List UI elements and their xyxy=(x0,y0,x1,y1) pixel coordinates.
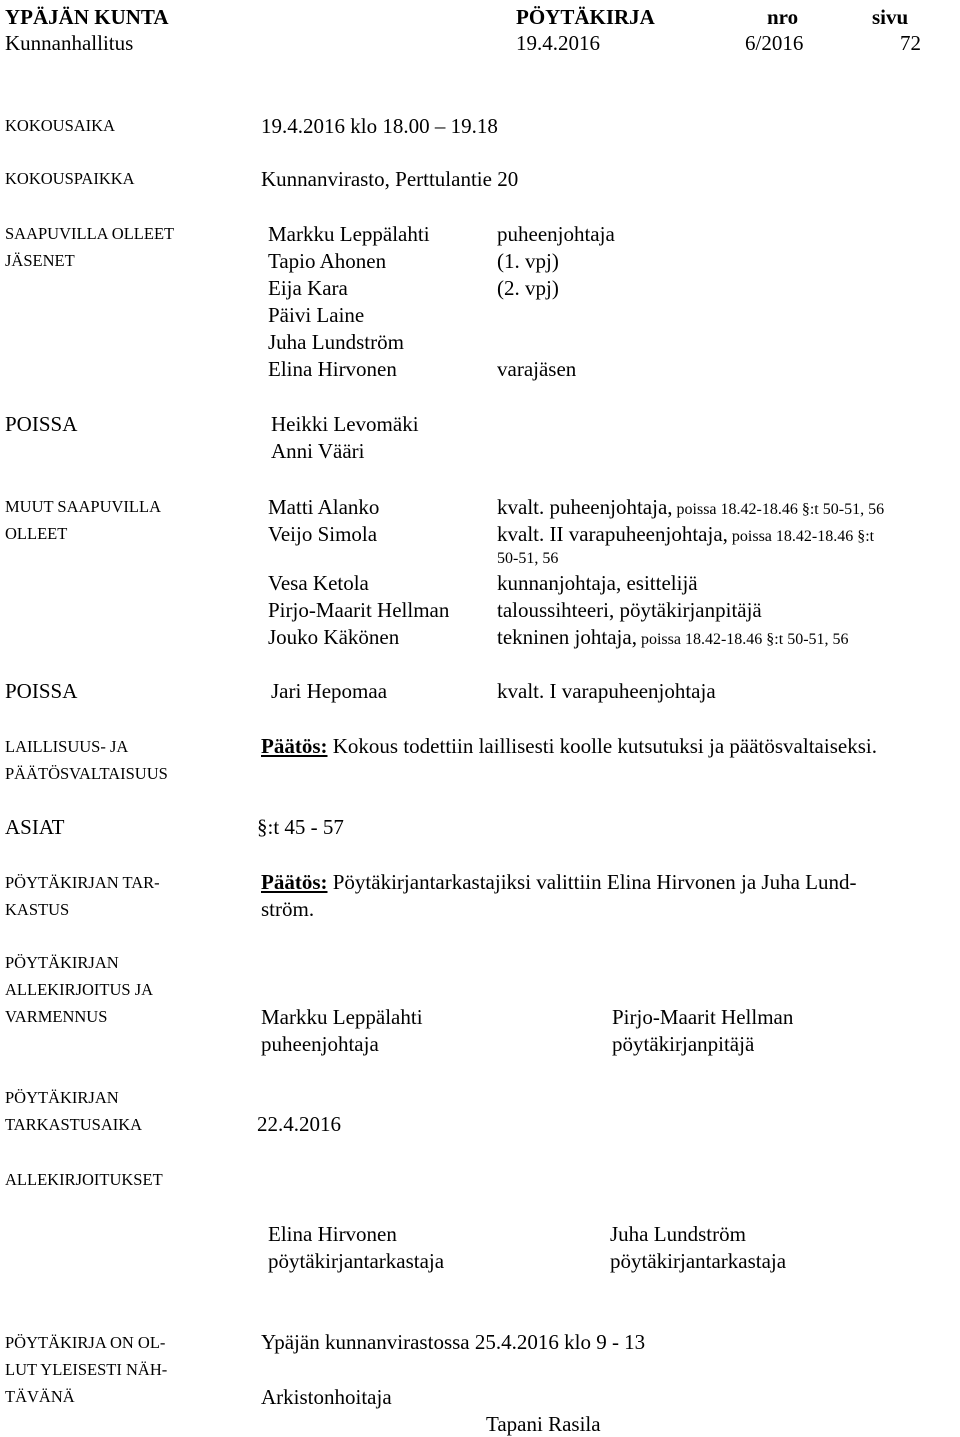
nahtavana-name: Tapani Rasila xyxy=(486,1412,601,1436)
nahtavana-label-3: TÄVÄNÄ xyxy=(5,1387,75,1406)
poissa-label: POISSA xyxy=(5,412,78,436)
absent-name: Heikki Levomäki xyxy=(271,412,419,436)
member-role: varajäsen xyxy=(497,357,577,381)
allekirjoitus-label-3: VARMENNUS xyxy=(5,1007,108,1026)
nahtavana-label-2: LUT YLEISESTI NÄH- xyxy=(5,1360,168,1379)
signature-role: pöytäkirjanpitäjä xyxy=(612,1032,755,1056)
org-name: YPÄJÄN KUNTA xyxy=(5,5,169,29)
member-name: Elina Hirvonen xyxy=(268,357,397,381)
member-role: (1. vpj) xyxy=(497,249,559,273)
asiat-label: ASIAT xyxy=(5,815,65,839)
other-name: Pirjo-Maarit Hellman xyxy=(268,598,450,622)
laillisuus-label: LAILLISUUS- JA xyxy=(5,737,129,756)
member-name: Tapio Ahonen xyxy=(268,249,387,273)
member-name: Markku Leppälahti xyxy=(268,222,430,246)
allekirjoitukset-label: ALLEKIRJOITUKSET xyxy=(5,1170,163,1189)
other-name: Vesa Ketola xyxy=(268,571,369,595)
allekirjoitus-label-2: ALLEKIRJOITUS JA xyxy=(5,980,154,999)
signature-name: Pirjo-Maarit Hellman xyxy=(612,1005,794,1029)
asiat-value: §:t 45 - 57 xyxy=(257,815,344,839)
other-role: tekninen johtaja, poissa 18.42-18.46 §:t 50-51, 56 xyxy=(497,625,849,649)
member-role: (2. vpj) xyxy=(497,276,559,300)
signature-name: Markku Leppälahti xyxy=(261,1005,423,1029)
sivu-label: sivu xyxy=(872,5,909,29)
other-name: Jouko Käkönen xyxy=(268,625,400,649)
other-role: kunnanjohtaja, esittelijä xyxy=(497,571,698,595)
tarkastusaika-value: 22.4.2016 xyxy=(257,1112,341,1136)
nahtavana-label: PÖYTÄKIRJA ON OL- xyxy=(5,1333,166,1352)
member-role: puheenjohtaja xyxy=(497,222,615,246)
tarkastusaika-label-2: TARKASTUSAIKA xyxy=(5,1115,143,1134)
kokouspaikka-value: Kunnanvirasto, Perttulantie 20 xyxy=(261,167,519,191)
other-role: kvalt. puheenjohtaja, poissa 18.42-18.46 §:t 50-51, 56 xyxy=(497,495,885,519)
tarkastus-label: PÖYTÄKIRJAN TAR- xyxy=(5,873,160,892)
tarkastus-label-2: KASTUS xyxy=(5,900,70,919)
member-name: Eija Kara xyxy=(268,276,348,300)
meeting-date: 19.4.2016 xyxy=(516,31,600,55)
member-name: Päivi Laine xyxy=(268,303,365,327)
kokouspaikka-label: KOKOUSPAIKKA xyxy=(5,169,135,188)
protocol-number: 6/2016 xyxy=(745,31,804,55)
laillisuus-label-2: PÄÄTÖSVALTAISUUS xyxy=(5,764,168,783)
other-name: Veijo Simola xyxy=(268,522,378,546)
signature-role: pöytäkirjantarkastaja xyxy=(268,1249,445,1273)
saapuvilla-label-2: JÄSENET xyxy=(5,251,75,270)
other-name: Matti Alanko xyxy=(268,495,380,519)
tarkastus-decision-cont: ström. xyxy=(261,897,315,921)
signature-role: pöytäkirjantarkastaja xyxy=(610,1249,787,1273)
member-name: Juha Lundström xyxy=(268,330,404,354)
nahtavana-place: Ypäjän kunnanvirastossa 25.4.2016 klo 9 - 13 xyxy=(261,1330,646,1354)
kokousaika-label: KOKOUSAIKA xyxy=(5,116,115,135)
nahtavana-role: Arkistonhoitaja xyxy=(261,1385,392,1409)
kokousaika-value: 19.4.2016 klo 18.00 – 19.18 xyxy=(261,114,498,138)
absent-name: Anni Vääri xyxy=(271,439,365,463)
page-number: 72 xyxy=(900,31,921,55)
muut-label-2: OLLEET xyxy=(5,524,68,543)
poissa-label: POISSA xyxy=(5,679,78,703)
allekirjoitus-label: PÖYTÄKIRJAN xyxy=(5,953,119,972)
other-role: kvalt. II varapuheenjohtaja, poissa 18.42-18.46 §:t xyxy=(497,522,875,546)
signature-role: puheenjohtaja xyxy=(261,1032,379,1056)
signature-name: Elina Hirvonen xyxy=(268,1222,397,1246)
signature-name: Juha Lundström xyxy=(610,1222,746,1246)
absent-name: Jari Hepomaa xyxy=(271,679,388,703)
other-role: taloussihteeri, pöytäkirjanpitäjä xyxy=(497,598,762,622)
absent-role: kvalt. I varapuheenjohtaja xyxy=(497,679,716,703)
doc-type: PÖYTÄKIRJA xyxy=(516,5,655,29)
other-role-note: 50-51, 56 xyxy=(497,550,559,567)
laillisuus-decision: Päätös: Kokous todettiin laillisesti koolle kutsutuksi ja päätösvaltaiseksi. xyxy=(261,734,877,758)
saapuvilla-label: SAAPUVILLA OLLEET xyxy=(5,224,175,243)
nro-label: nro xyxy=(767,5,799,29)
muut-label: MUUT SAAPUVILLA xyxy=(5,497,161,516)
meeting-body: Kunnanhallitus xyxy=(5,31,134,55)
tarkastusaika-label: PÖYTÄKIRJAN xyxy=(5,1088,119,1107)
tarkastus-decision: Päätös: Pöytäkirjantarkastajiksi valittiin Elina Hirvonen ja Juha Lund- xyxy=(261,870,857,894)
